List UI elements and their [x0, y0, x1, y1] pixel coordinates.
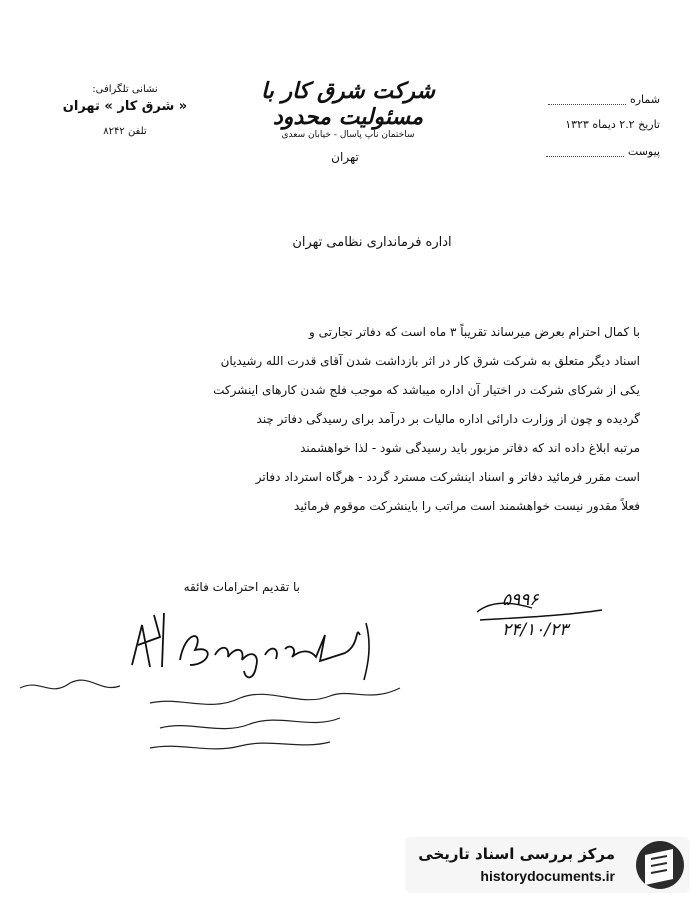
letter-date-row [520, 118, 660, 131]
watermark-url: historydocuments.ir [480, 868, 615, 884]
letter-date-label: تاریخ [638, 118, 660, 131]
registration-stamp [472, 590, 612, 650]
handwritten-notes [10, 658, 410, 768]
registration-date: ۲۴/۱۰/۲۳ [502, 620, 569, 640]
letter-body [120, 318, 640, 521]
letter-date-value: ۲.۲ دیماه ۱۳۲۳ [565, 118, 635, 131]
phone-number: تلفن ۸۲۴۲ [103, 126, 147, 137]
letter-number-row [535, 93, 660, 106]
telegraph-address: « شرق کار » تهران [62, 99, 188, 114]
company-name: شرکت شرق کار با مسئولیت محدود [261, 78, 435, 130]
closing: با تقدیم احترامات فائقه [183, 580, 300, 594]
body-line: فعلاً مقدور نیست خواهشمند است مراتب را باینشرکت موقوم فرمائید [294, 499, 640, 513]
body-line: با کمال احترام بعرض میرساند تقریباً ۳ ماه است که دفاتر تجارتی و [309, 325, 640, 339]
attachment-row [545, 145, 660, 158]
archive-logo-icon [405, 835, 690, 895]
company-city: تهران [331, 150, 359, 164]
body-line: مرتبه ابلاغ داده اند که دفاتر مزبور باید رسیدگی شود - لذا خواهشمند [300, 441, 640, 455]
registration-number: ۵۹۹۶ [502, 590, 539, 610]
body-line: گردیده و چون از وزارت دارائی اداره مالیات بر درآمد برای رسیدگی دفاتر چند [256, 412, 640, 426]
archive-watermark [405, 835, 690, 895]
telegraph-label: نشانی تلگرافی: [92, 84, 158, 95]
body-line: اسناد دیگر متعلق به شرکت شرق کار در اثر بازداشت شدن آقای قدرت الله رشیدیان [220, 354, 640, 368]
handwriting-icon [10, 658, 410, 768]
telegraph-block [55, 84, 195, 137]
dotted-line [548, 96, 626, 105]
letter-number-label: شماره [629, 93, 660, 106]
attachment-label: پیوست [627, 145, 660, 158]
dotted-line [546, 148, 624, 157]
company-address: ساختمان ناپ پاسال - خیابان سعدی [281, 130, 415, 140]
watermark-title: مرکز بررسی اسناد تاریخی [418, 845, 615, 863]
addressee: اداره فرمانداری نظامی تهران [292, 235, 452, 250]
body-line: است مقرر فرمائید دفاتر و اسناد اینشرکت مسترد گردد - هرگاه استرداد دفاتر [255, 470, 640, 484]
body-line: یکی از شرکای شرکت در اختیار آن اداره میباشد که موجب فلج شدن کارهای اینشرکت [213, 383, 640, 397]
